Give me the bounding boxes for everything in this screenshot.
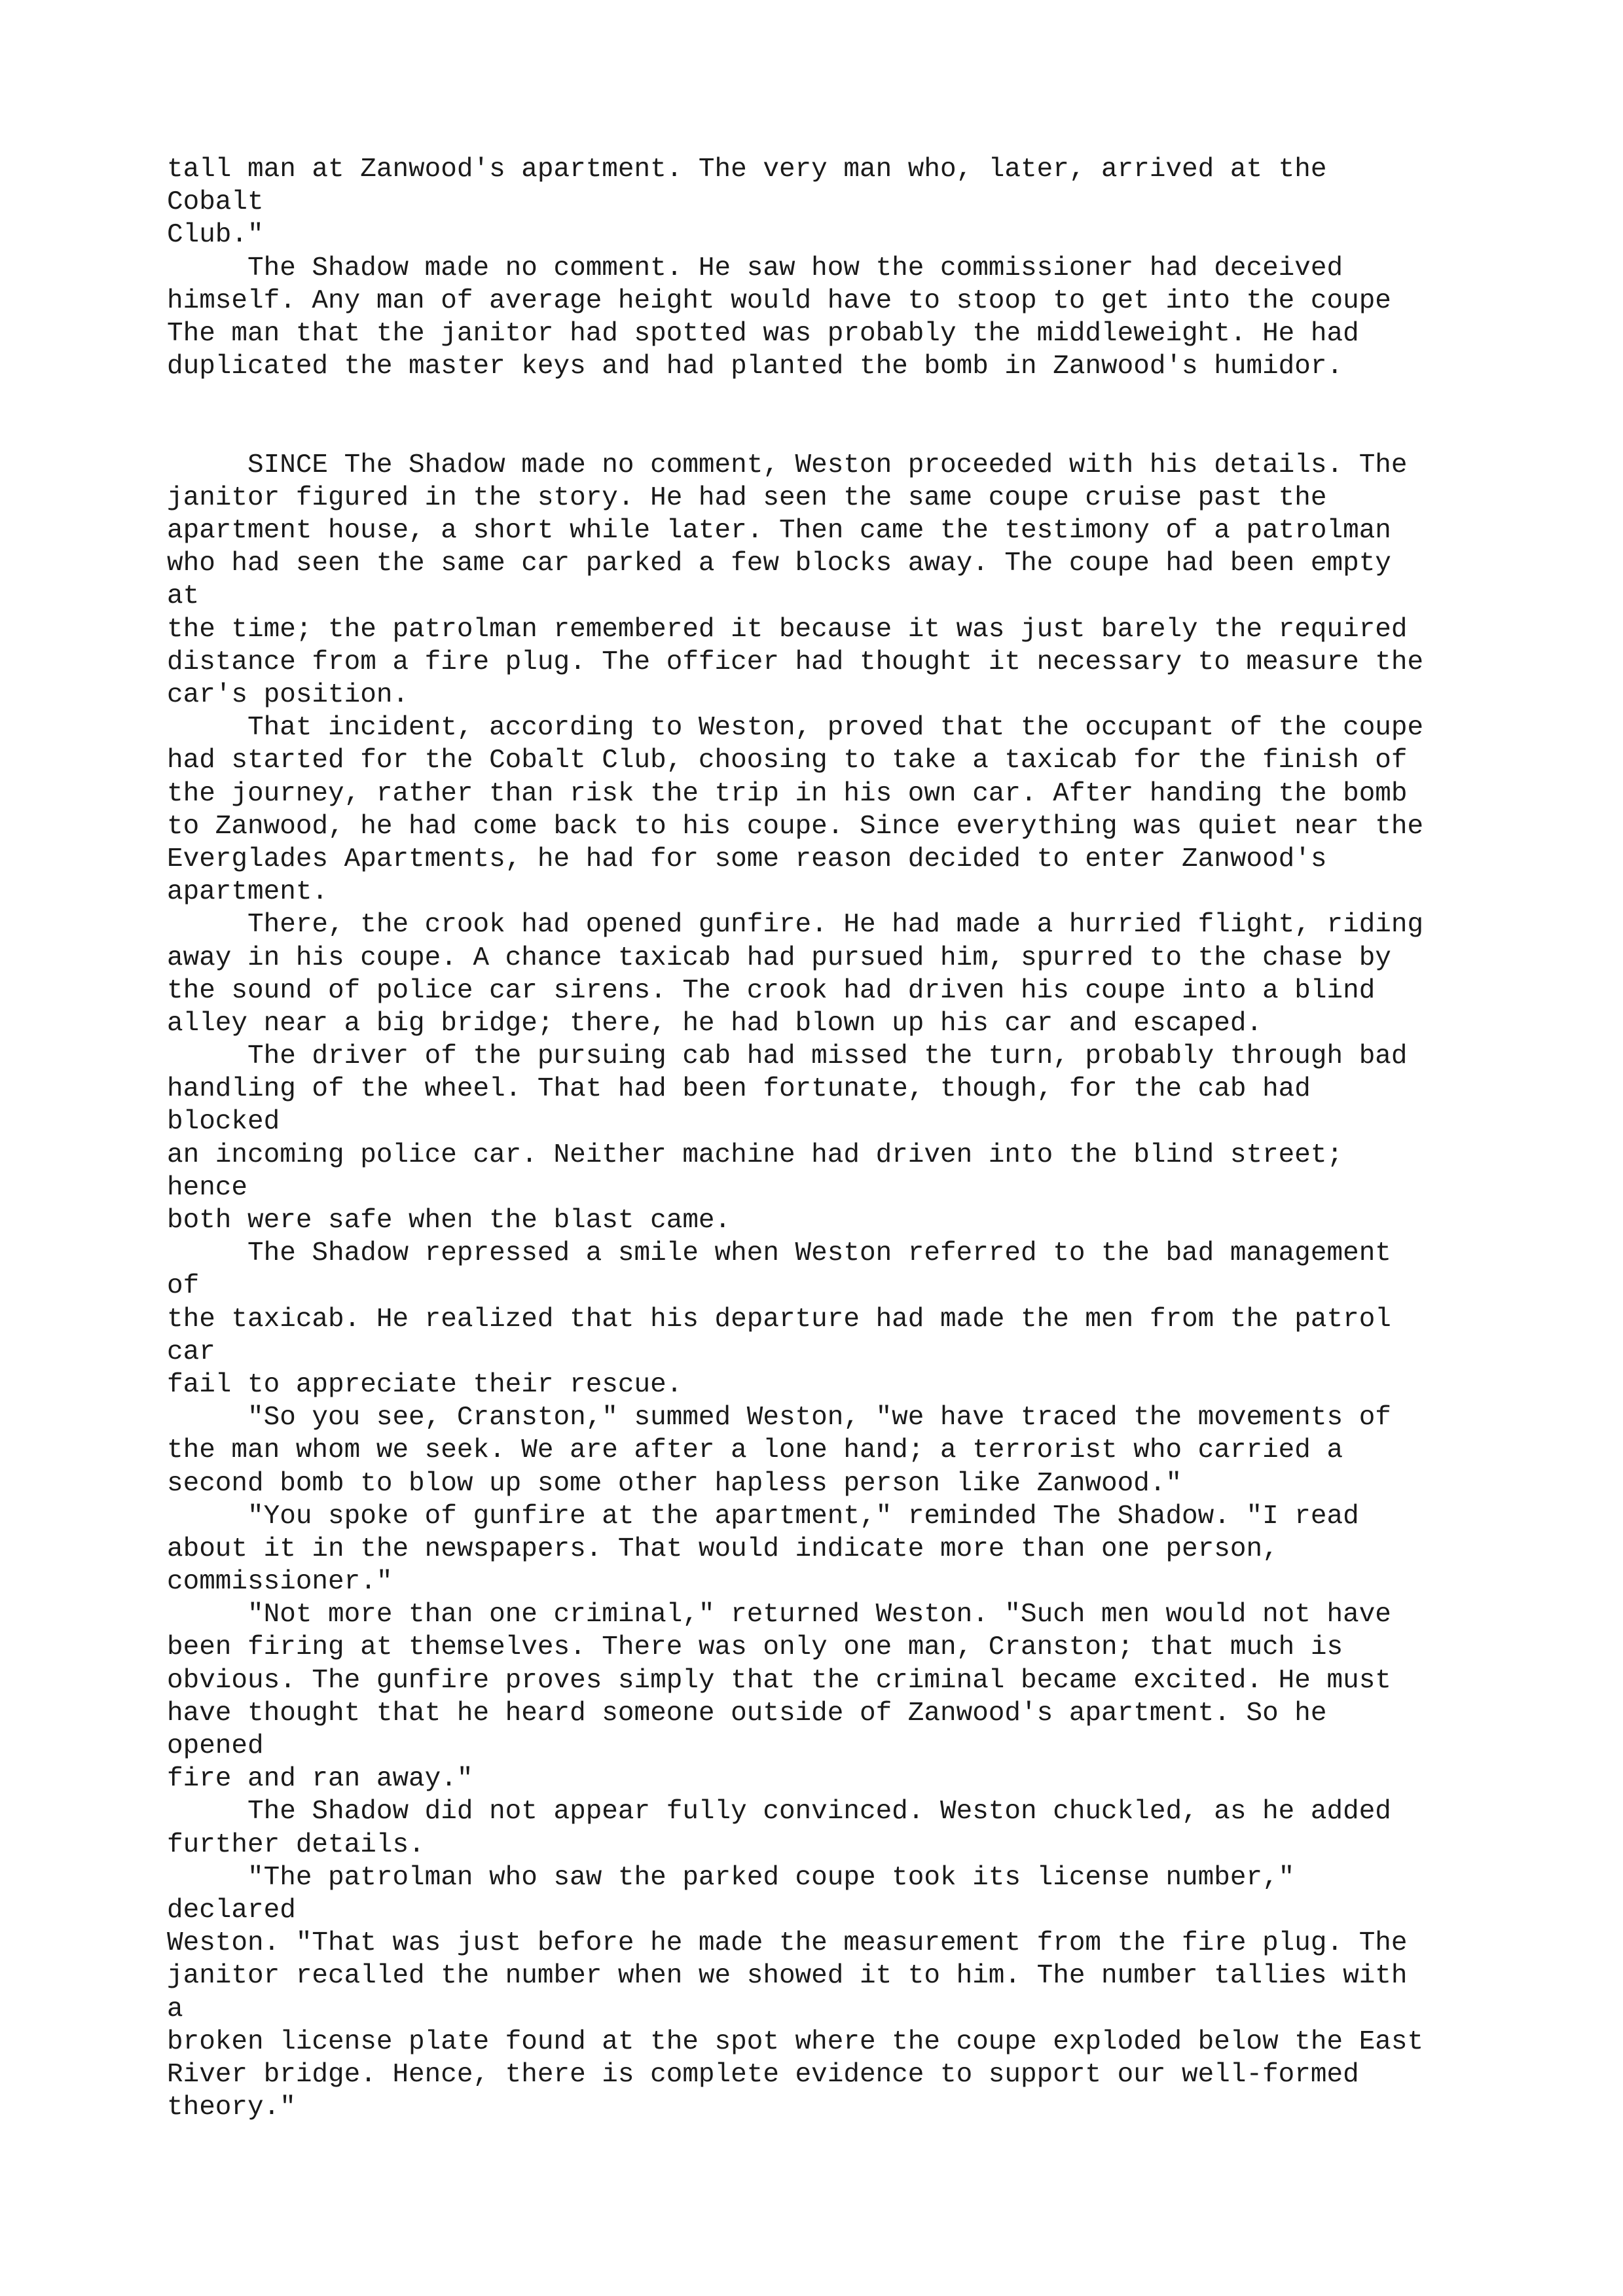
text-line: been firing at themselves. There was only one man, Cranston; that much is [167,1632,1343,1663]
text-line: The Shadow made no comment. He saw how the commissioner had deceived [167,253,1343,283]
text-line: the man whom we seek. We are after a lone hand; a terrorist who carried a [167,1435,1343,1466]
text-line: both were safe when the blast came. [167,1206,731,1236]
text-line: the sound of police car sirens. The crook had driven his coupe into a blind [167,975,1376,1006]
text-line: River bridge. Hence, there is complete evidence to support our well-formed [167,2059,1359,2090]
text-line: blocked [167,1107,280,1138]
text-line: "So you see, Cranston," summed Weston, "we have traced the movements of [167,1403,1391,1433]
text-line: SINCE The Shadow made no comment, Weston proceeded with his details. The [167,450,1408,480]
text-line: to Zanwood, he had come back to his coupe. Since everything was quiet near the [167,811,1424,842]
text-line: have thought that he heard someone outside of Zanwood's apartment. So he [167,1698,1327,1729]
text-line: an incoming police car. Neither machine had driven into the blind street; [167,1139,1343,1170]
text-line: "The patrolman who saw the parked coupe took its license number," [167,1862,1295,1893]
text-line: the time; the patrolman remembered it because it was just barely the required [167,614,1408,645]
text-line: of [167,1271,200,1302]
text-line: Club." [167,220,264,251]
text-line: apartment. [167,877,329,908]
text-line: janitor figured in the story. He had seen the same coupe cruise past the [167,482,1327,513]
text-line: car [167,1336,215,1367]
text-line: declared [167,1895,296,1926]
text-line: the taxicab. He realized that his departure had made the men from the patrol [167,1304,1391,1335]
text-line: broken license plate found at the spot where the coupe exploded below the East [167,2026,1424,2057]
text-line: away in his coupe. A chance taxicab had pursued him, spurred to the chase by [167,942,1391,973]
text-line: second bomb to blow up some other hapless person like Zanwood." [167,1468,1182,1499]
text-line: "You spoke of gunfire at the apartment," reminded The Shadow. "I read [167,1501,1359,1532]
text-line [167,416,1575,449]
text-line: Cobalt [167,187,264,218]
body-text [167,153,1575,2124]
text-line [167,383,1575,416]
text-line: The driver of the pursuing cab had missed the turn, probably through bad [167,1041,1408,1072]
text-line: theory." [167,2092,296,2123]
text-line: car's position. [167,680,409,710]
text-line: The man that the janitor had spotted was probably the middleweight. He had [167,318,1359,349]
text-line: had started for the Cobalt Club, choosing to take a taxicab for the finish of [167,745,1408,776]
text-line: further details. [167,1829,425,1860]
text-line: That incident, according to Weston, proved that the occupant of the coupe [167,713,1424,744]
text-line: The Shadow did not appear fully convinced. Weston chuckled, as he added [167,1797,1391,1827]
text-line: about it in the newspapers. That would indicate more than one person, [167,1534,1279,1564]
text-line: alley near a big bridge; there, he had blown up his car and escaped. [167,1008,1263,1039]
text-line: "Not more than one criminal," returned Weston. "Such men would not have [167,1600,1391,1630]
text-line: tall man at Zanwood's apartment. The very man who, later, arrived at the [167,154,1327,185]
text-line: commissioner." [167,1567,393,1598]
text-line: fail to appreciate their rescue. [167,1369,683,1400]
text-line: a [167,1994,183,2024]
text-line: apartment house, a short while later. Then came the testimony of a patrolman [167,516,1391,547]
text-line: duplicated the master keys and had planted the bomb in Zanwood's humidor. [167,351,1343,382]
text-line: distance from a fire plug. The officer had thought it necessary to measure the [167,647,1424,677]
text-line: Weston. "That was just before he made the measurement from the fire plug. The [167,1928,1408,1959]
text-line: at [167,581,200,612]
text-line: janitor recalled the number when we showed it to him. The number tallies with [167,1961,1408,1992]
text-line: fire and ran away." [167,1764,473,1795]
text-line: hence [167,1172,248,1203]
text-line: Everglades Apartments, he had for some reason decided to enter Zanwood's [167,844,1327,874]
text-line: who had seen the same car parked a few blocks away. The coupe had been empty [167,548,1391,579]
text-line: the journey, rather than risk the trip in his own car. After handing the bomb [167,778,1408,809]
text-line: There, the crook had opened gunfire. He had made a hurried flight, riding [167,910,1424,941]
text-line: handling of the wheel. That had been fortunate, though, for the cab had [167,1074,1311,1105]
text-line: obvious. The gunfire proves simply that the criminal became excited. He must [167,1665,1391,1696]
text-line: opened [167,1731,264,1761]
text-line: The Shadow repressed a smile when Weston referred to the bad management [167,1238,1391,1269]
text-line: himself. Any man of average height would have to stoop to get into the coupe [167,285,1391,316]
